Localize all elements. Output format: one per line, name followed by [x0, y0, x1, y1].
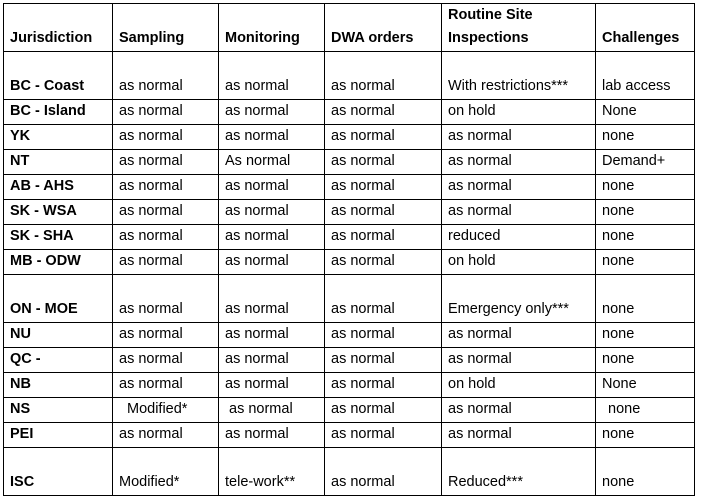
cell-jurisdiction: SK - WSA [4, 200, 113, 225]
cell-challenges: none [596, 200, 695, 225]
table-row [4, 423, 695, 448]
cell-jurisdiction: SK - SHA [4, 225, 113, 250]
cell-site-inspections: on hold [442, 250, 596, 275]
cell-monitoring: as normal [219, 275, 325, 323]
header-sampling: Sampling [113, 4, 219, 52]
cell-site-inspections: as normal [442, 125, 596, 150]
cell-monitoring: As normal [219, 150, 325, 175]
cell-jurisdiction: BC - Island [4, 100, 113, 125]
cell-jurisdiction: NU [4, 323, 113, 348]
cell-sampling: as normal [113, 200, 219, 225]
cell-sampling: as normal [113, 225, 219, 250]
cell-dwa-orders: as normal [325, 275, 442, 323]
cell-jurisdiction: YK [4, 125, 113, 150]
cell-challenges: none [596, 448, 695, 496]
cell-site-inspections: as normal [442, 423, 596, 448]
cell-challenges: none [596, 225, 695, 250]
cell-site-inspections: on hold [442, 100, 596, 125]
cell-sampling: as normal [113, 373, 219, 398]
cell-jurisdiction: NB [4, 373, 113, 398]
table-row [4, 398, 695, 423]
cell-sampling: as normal [113, 323, 219, 348]
cell-challenges: None [596, 100, 695, 125]
cell-dwa-orders: as normal [325, 398, 442, 423]
table-row [4, 348, 695, 373]
cell-dwa-orders: as normal [325, 225, 442, 250]
cell-jurisdiction: NT [4, 150, 113, 175]
cell-monitoring: as normal [219, 250, 325, 275]
cell-monitoring: as normal [219, 373, 325, 398]
cell-sampling: as normal [113, 100, 219, 125]
cell-sampling: Modified* [113, 398, 219, 423]
header-routine-site-inspections: Routine Site Inspections [442, 4, 596, 52]
table-row [4, 150, 695, 175]
cell-jurisdiction: ISC [4, 448, 113, 496]
cell-site-inspections: as normal [442, 348, 596, 373]
cell-dwa-orders: as normal [325, 150, 442, 175]
cell-monitoring: as normal [219, 52, 325, 100]
cell-challenges: none [596, 175, 695, 200]
cell-monitoring: as normal [219, 175, 325, 200]
table-row [4, 125, 695, 150]
table-row [4, 275, 695, 323]
cell-site-inspections: With restrictions*** [442, 52, 596, 100]
cell-site-inspections: Emergency only*** [442, 275, 596, 323]
cell-monitoring: as normal [219, 200, 325, 225]
cell-dwa-orders: as normal [325, 250, 442, 275]
cell-site-inspections: as normal [442, 175, 596, 200]
cell-monitoring: as normal [219, 323, 325, 348]
cell-dwa-orders: as normal [325, 423, 442, 448]
cell-sampling: as normal [113, 150, 219, 175]
cell-challenges: none [596, 125, 695, 150]
cell-monitoring: as normal [219, 423, 325, 448]
cell-sampling: as normal [113, 125, 219, 150]
cell-sampling: as normal [113, 52, 219, 100]
cell-challenges: none [596, 348, 695, 373]
cell-site-inspections: as normal [442, 150, 596, 175]
cell-dwa-orders: as normal [325, 448, 442, 496]
table-container [3, 3, 695, 496]
cell-challenges: none [596, 398, 695, 423]
cell-dwa-orders: as normal [325, 348, 442, 373]
cell-jurisdiction: NS [4, 398, 113, 423]
cell-sampling: as normal [113, 423, 219, 448]
cell-dwa-orders: as normal [325, 125, 442, 150]
cell-dwa-orders: as normal [325, 323, 442, 348]
cell-challenges: Demand+ [596, 150, 695, 175]
header-dwa-orders: DWA orders [325, 4, 442, 52]
header-monitoring: Monitoring [219, 4, 325, 52]
cell-jurisdiction: ON - MOE [4, 275, 113, 323]
cell-monitoring: as normal [219, 225, 325, 250]
cell-monitoring: tele-work** [219, 448, 325, 496]
cell-monitoring: as normal [219, 100, 325, 125]
cell-challenges: none [596, 423, 695, 448]
table-row [4, 200, 695, 225]
cell-jurisdiction: QC - [4, 348, 113, 373]
cell-challenges: none [596, 250, 695, 275]
cell-dwa-orders: as normal [325, 100, 442, 125]
header-jurisdiction: Jurisdiction [4, 4, 113, 52]
cell-jurisdiction: MB - ODW [4, 250, 113, 275]
table-row [4, 52, 695, 100]
table-row [4, 100, 695, 125]
cell-jurisdiction: AB - AHS [4, 175, 113, 200]
cell-site-inspections: as normal [442, 323, 596, 348]
cell-site-inspections: as normal [442, 200, 596, 225]
cell-jurisdiction: BC - Coast [4, 52, 113, 100]
cell-challenges: None [596, 373, 695, 398]
cell-site-inspections: reduced [442, 225, 596, 250]
table-row [4, 448, 695, 496]
cell-dwa-orders: as normal [325, 52, 442, 100]
header-challenges: Challenges [596, 4, 695, 52]
table-row [4, 175, 695, 200]
cell-dwa-orders: as normal [325, 200, 442, 225]
cell-challenges: none [596, 323, 695, 348]
table-row [4, 373, 695, 398]
cell-site-inspections: Reduced*** [442, 448, 596, 496]
cell-dwa-orders: as normal [325, 175, 442, 200]
cell-sampling: as normal [113, 175, 219, 200]
cell-challenges: none [596, 275, 695, 323]
cell-jurisdiction: PEI [4, 423, 113, 448]
cell-sampling: as normal [113, 275, 219, 323]
jurisdiction-status-table [3, 3, 695, 496]
table-row [4, 250, 695, 275]
table-row [4, 323, 695, 348]
cell-dwa-orders: as normal [325, 373, 442, 398]
table-row [4, 225, 695, 250]
cell-monitoring: as normal [219, 348, 325, 373]
cell-sampling: as normal [113, 348, 219, 373]
cell-sampling: Modified* [113, 448, 219, 496]
header-row [4, 4, 695, 52]
cell-monitoring: as normal [219, 125, 325, 150]
cell-site-inspections: as normal [442, 398, 596, 423]
cell-sampling: as normal [113, 250, 219, 275]
cell-challenges: lab access [596, 52, 695, 100]
cell-site-inspections: on hold [442, 373, 596, 398]
cell-monitoring: as normal [219, 398, 325, 423]
